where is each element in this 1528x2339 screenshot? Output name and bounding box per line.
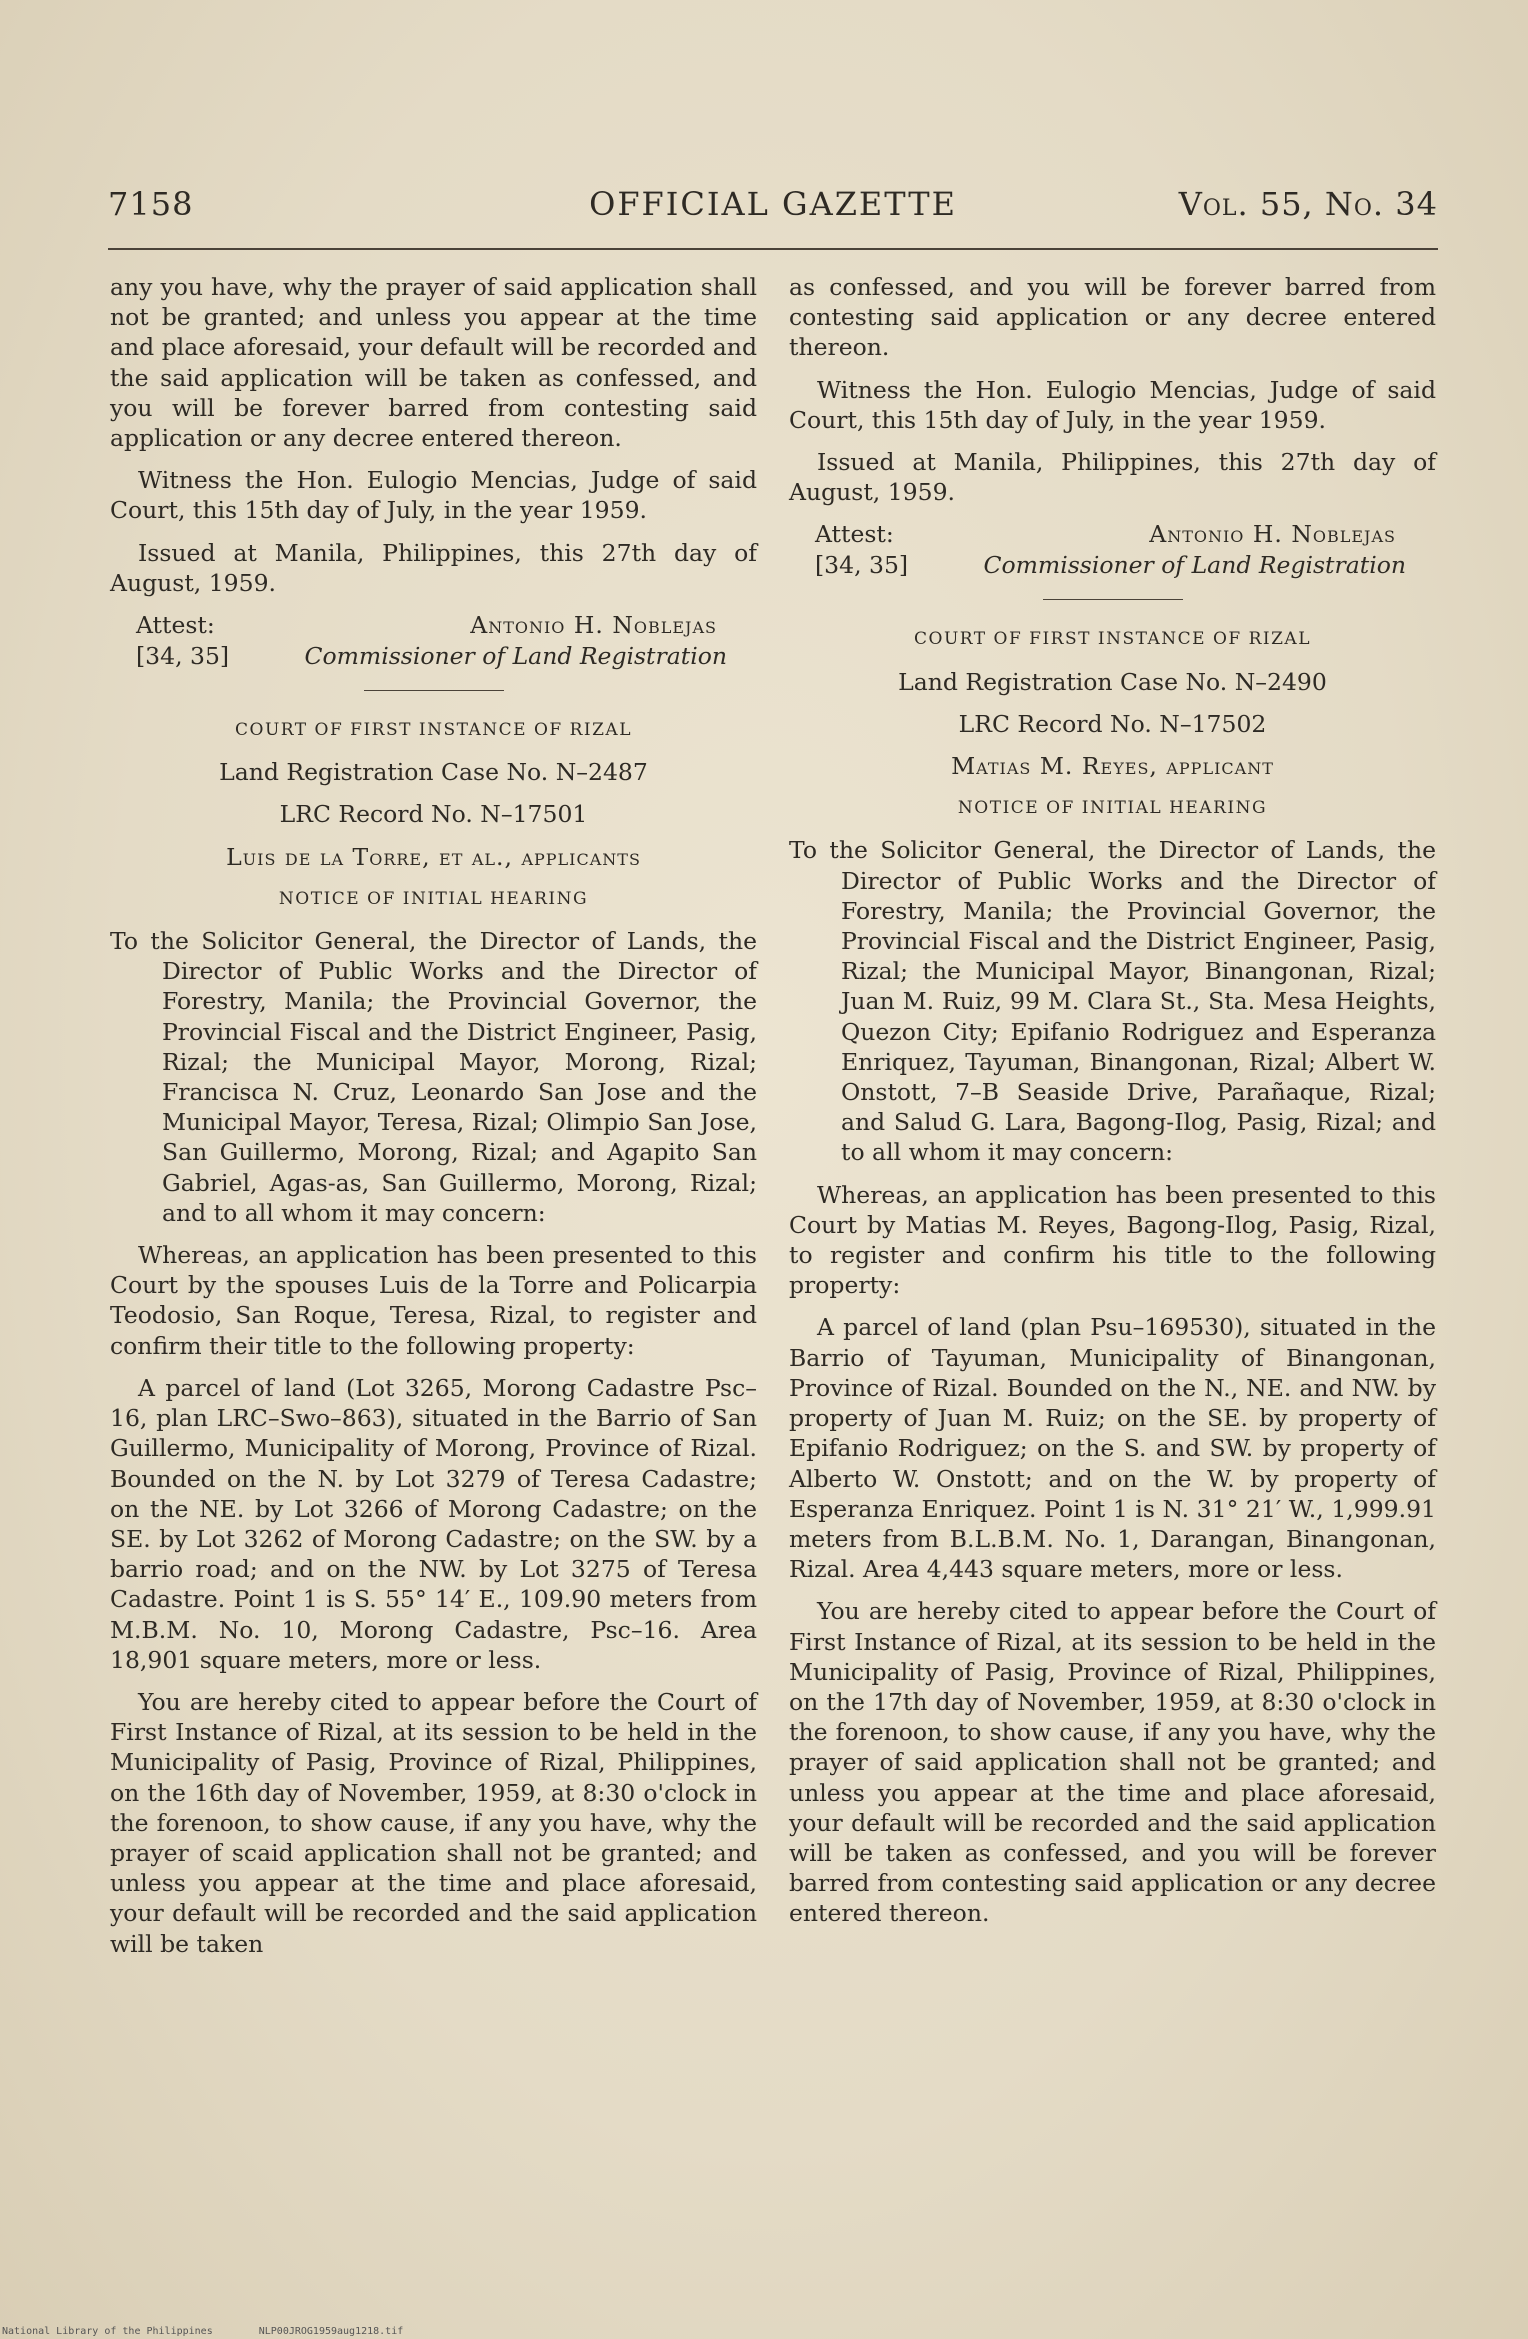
- whereas-paragraph: Whereas, an application has been presented to this Court by Matias M. Reyes, Bagong-Ilog, Pasig, Rizal, to register and confirm his title to the following property:: [789, 1180, 1436, 1300]
- notice-heading: NOTICE OF INITIAL HEARING: [957, 798, 1268, 819]
- scan-filename: NLP00JROG1959aug1218.tif: [258, 2326, 404, 2337]
- attest-ref: [34, 35]: [136, 642, 230, 671]
- attest-block: [789, 519, 1436, 581]
- record-number: LRC Record No. N–17502: [958, 709, 1267, 738]
- volume-number: Vol. 55, No. 34: [1178, 185, 1438, 223]
- applicant-line: Matias M. Reyes, applicant: [951, 752, 1274, 781]
- left-column: [110, 272, 757, 1971]
- attest-label: Attest:: [136, 611, 215, 640]
- page-header: [108, 185, 1438, 235]
- publication-title: OFFICIAL GAZETTE: [589, 185, 957, 223]
- attest-name: Antonio H. Noblejas: [1149, 520, 1396, 549]
- issued-paragraph: Issued at Manila, Philippines, this 27th day of August, 1959.: [110, 538, 757, 597]
- section-divider: [1043, 599, 1183, 600]
- court-heading: COURT OF FIRST INSTANCE OF RIZAL: [235, 720, 632, 741]
- parcel-description: A parcel of land (Lot 3265, Morong Cadastre Psc–16, plan LRC–Swo–863), situated in the Barrio of San Guillermo, Municipality of Morong, Province of Rizal. Bounded on the N. by Lot 3279 of Teresa Cadastre; on the NE. by Lot 3266 of Morong Cadastre; on the SE. by Lot 3262 of Morong Cadastre; on the SW. by a barrio road; and on the NW. by Lot 3275 of Teresa Cadastre. Point 1 is S. 55° 14′ E., 109.90 meters from M.B.M. No. 10, Morong Cadastre, Psc–16. Area 18,901 square meters, more or less.: [110, 1373, 757, 1674]
- attest-name: Antonio H. Noblejas: [470, 611, 717, 640]
- case-number: Land Registration Case No. N–2487: [219, 758, 648, 787]
- court-heading: COURT OF FIRST INSTANCE OF RIZAL: [914, 629, 1311, 650]
- issued-paragraph: Issued at Manila, Philippines, this 27th day of August, 1959.: [789, 448, 1436, 507]
- witness-paragraph: Witness the Hon. Eulogio Mencias, Judge of said Court, this 15th day of July, in the year 1959.: [110, 466, 757, 525]
- attest-title: Commissioner of Land Registration: [304, 642, 727, 671]
- scan-footer: [2, 2326, 443, 2337]
- continued-paragraph: as confessed, and you will be forever barred from contesting said application or any decree entered thereon.: [789, 273, 1436, 362]
- notice-heading: NOTICE OF INITIAL HEARING: [278, 888, 589, 909]
- attest-block: [110, 610, 757, 672]
- attest-label: Attest:: [815, 520, 894, 549]
- whereas-paragraph: Whereas, an application has been presented to this Court by the spouses Luis de la Torre and Policarpia Teodosio, San Roque, Teresa, Rizal, to register and confirm their title to the following property:: [110, 1241, 757, 1360]
- case-number: Land Registration Case No. N–2490: [898, 667, 1327, 696]
- section-divider: [364, 690, 504, 691]
- continued-paragraph: any you have, why the prayer of said application shall not be granted; and unless you appear at the time and place aforesaid, your default will be recorded and the said application will be taken as confessed, and you will be forever barred from contesting said application or any decree entered thereon.: [110, 273, 757, 453]
- header-rule: [108, 248, 1438, 250]
- parcel-description: A parcel of land (plan Psu–169530), situated in the Barrio of Tayuman, Municipality of Binangonan, Province of Rizal. Bounded on the N., NE. and NW. by property of Juan M. Ruiz; on the SE. by property of Epifanio Rodriguez; on the S. and SW. by property of Alberto W. Onstott; and on the W. by property of Esperanza Enriquez. Point 1 is N. 31° 21′ W., 1,999.91 meters from B.L.B.M. No. 1, Darangan, Binangonan, Rizal. Area 4,443 square meters, more or less.: [789, 1313, 1436, 1584]
- attest-ref: [34, 35]: [815, 551, 909, 580]
- record-number: LRC Record No. N–17501: [279, 800, 588, 829]
- applicant-line: Luis de la Torre, et al., applicants: [226, 842, 641, 871]
- witness-paragraph: Witness the Hon. Eulogio Mencias, Judge of said Court, this 15th day of July, in the year 1959.: [789, 375, 1436, 434]
- citation-paragraph: You are hereby cited to appear before the Court of First Instance of Rizal, at its session to be held in the Municipality of Pasig, Province of Rizal, Philippines, on the 16th day of November, 1959, at 8:30 o'clock in the forenoon, to show cause, if any you have, why the prayer of scaid application shall not be granted; and unless you appear at the time and place aforesaid, your default will be recorded and the said application will be taken: [110, 1687, 757, 1958]
- page-number: 7158: [108, 185, 194, 223]
- library-credit: National Library of the Philippines: [2, 2326, 213, 2337]
- citation-paragraph: You are hereby cited to appear before the Court of First Instance of Rizal, at its session to be held in the Municipality of Pasig, Province of Rizal, Philippines, on the 17th day of November, 1959, at 8:30 o'clock in the forenoon, to show cause, if any you have, why the prayer of said application shall not be granted; and unless you appear at the time and place aforesaid, your default will be recorded and the said application will be taken as confessed, and you will be forever barred from contesting said application or any decree entered thereon.: [789, 1597, 1436, 1928]
- addressees-paragraph: To the Solicitor General, the Director of Lands, the Director of Public Works and the Director of Forestry, Manila; the Provincial Governor, the Provincial Fiscal and the District Engineer, Pasig, Rizal; the Municipal Mayor, Morong, Rizal; Francisca N. Cruz, Leonardo San Jose and the Municipal Mayor, Teresa, Rizal; Olimpio San Jose, San Guillermo, Morong, Rizal; and Agapito San Gabriel, Agas-as, San Guillermo, Morong, Rizal; and to all whom it may concern:: [110, 927, 757, 1227]
- addressees-paragraph: To the Solicitor General, the Director of Lands, the Director of Public Works and the Director of Forestry, Manila; the Provincial Governor, the Provincial Fiscal and the District Engineer, Pasig, Rizal; the Municipal Mayor, Binangonan, Rizal; Juan M. Ruiz, 99 M. Clara St., Sta. Mesa Heights, Quezon City; Epifanio Rodriguez and Esperanza Enriquez, Tayuman, Binangonan, Rizal; Albert W. Onstott, 7–B Seaside Drive, Parañaque, Rizal; and Salud G. Lara, Bagong-Ilog, Pasig, Rizal; and to all whom it may concern:: [789, 836, 1436, 1167]
- attest-title: Commissioner of Land Registration: [983, 551, 1406, 580]
- right-column: [789, 272, 1436, 1941]
